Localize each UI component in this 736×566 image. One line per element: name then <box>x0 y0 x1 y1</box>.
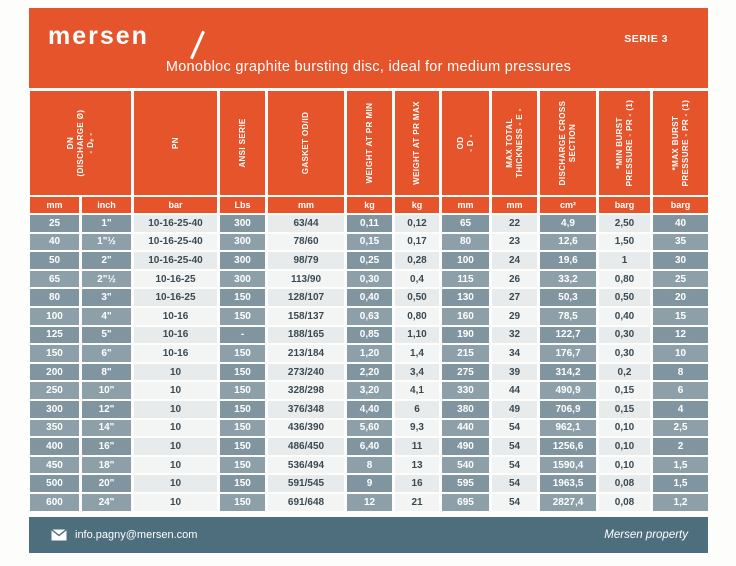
table-cell: 2"½ <box>82 271 131 288</box>
table-cell: 1,2 <box>653 494 708 511</box>
table-cell: 10-16-25 <box>134 271 217 288</box>
table-cell: 21 <box>395 494 439 511</box>
table-cell: 80 <box>30 289 79 306</box>
table-cell: 4" <box>82 308 131 325</box>
table-cell: 213/184 <box>268 345 344 362</box>
table-cell: 150 <box>220 475 265 492</box>
table-cell: 54 <box>492 475 537 492</box>
table-cell: 50 <box>30 252 79 269</box>
table-cell: 78,5 <box>540 308 596 325</box>
table-cell: 32 <box>492 327 537 344</box>
table-cell: 1,5 <box>653 475 708 492</box>
table-cell: 0,12 <box>395 215 439 232</box>
page-title: Monobloc graphite bursting disc, ideal for medium pressures <box>165 59 572 75</box>
table-row <box>30 420 708 437</box>
table-body <box>30 215 708 511</box>
table-cell: 536/494 <box>268 457 344 474</box>
units-row <box>30 197 708 213</box>
table-cell: 122,7 <box>540 327 596 344</box>
table-cell: 2827,4 <box>540 494 596 511</box>
header-banner <box>29 8 708 88</box>
table-cell: 591/545 <box>268 475 344 492</box>
table-cell: 0,30 <box>347 271 392 288</box>
table-cell: 450 <box>30 457 79 474</box>
table-cell: 65 <box>442 215 489 232</box>
table-cell: 6 <box>395 401 439 418</box>
table-cell: 54 <box>492 494 537 511</box>
table-cell: 2,20 <box>347 364 392 381</box>
table-cell: 24 <box>492 252 537 269</box>
table-cell: 10 <box>134 457 217 474</box>
table-cell: 24" <box>82 494 131 511</box>
table-row <box>30 457 708 474</box>
table-cell: 300 <box>220 215 265 232</box>
table-cell: 706,9 <box>540 401 596 418</box>
table-cell: 188/165 <box>268 327 344 344</box>
table-cell: 440 <box>442 420 489 437</box>
contact-email-link[interactable] <box>51 529 197 541</box>
table-cell: 26 <box>492 271 537 288</box>
table-cell: 54 <box>492 457 537 474</box>
table-cell: 300 <box>220 252 265 269</box>
table-cell: 8" <box>82 364 131 381</box>
table-row <box>30 234 708 251</box>
table-cell: 8 <box>347 457 392 474</box>
table-cell: 1,5 <box>653 457 708 474</box>
table-cell: 54 <box>492 420 537 437</box>
table-cell: 29 <box>492 308 537 325</box>
table-header <box>30 91 708 213</box>
unit-cell: barg <box>599 197 650 213</box>
table-cell: 113/90 <box>268 271 344 288</box>
table-cell: 176,7 <box>540 345 596 362</box>
table-cell: 1 <box>599 252 650 269</box>
table-cell: 34 <box>492 345 537 362</box>
table-row <box>30 308 708 325</box>
unit-cell: barg <box>653 197 708 213</box>
table-cell: 10" <box>82 382 131 399</box>
unit-cell: kg <box>347 197 392 213</box>
table-cell: 1963,5 <box>540 475 596 492</box>
table-cell: 12" <box>82 401 131 418</box>
table-row <box>30 345 708 362</box>
table-cell: 3" <box>82 289 131 306</box>
unit-cell: kg <box>395 197 439 213</box>
table-cell: 3,4 <box>395 364 439 381</box>
table-cell: 20" <box>82 475 131 492</box>
column-header: WEIGHT AT PR MIN <box>347 91 392 195</box>
table-cell: 0,08 <box>599 475 650 492</box>
table-cell: 25 <box>653 271 708 288</box>
table-row <box>30 289 708 306</box>
footer-bar <box>29 517 708 553</box>
table-cell: 0,50 <box>599 289 650 306</box>
serie-badge: SERIE 3 <box>624 33 668 45</box>
table-cell: 35 <box>653 234 708 251</box>
table-cell: 0,63 <box>347 308 392 325</box>
table-cell: 1,10 <box>395 327 439 344</box>
table-cell: 6" <box>82 345 131 362</box>
table-cell: 380 <box>442 401 489 418</box>
table-cell: 4 <box>653 401 708 418</box>
table-cell: 695 <box>442 494 489 511</box>
table-cell: 150 <box>220 401 265 418</box>
table-cell: 0,85 <box>347 327 392 344</box>
column-header: GASKET OD/ID <box>268 91 344 195</box>
table-cell: 150 <box>220 289 265 306</box>
table-cell: 540 <box>442 457 489 474</box>
envelope-icon <box>51 529 67 541</box>
column-header: WEIGHT AT PR MAX <box>395 91 439 195</box>
column-header: DN (DISCHARGE Ø) - Dₑ - <box>30 91 131 195</box>
unit-cell: mm <box>442 197 489 213</box>
table-cell: 150 <box>220 345 265 362</box>
table-cell: 4,40 <box>347 401 392 418</box>
logo-slash-mark <box>190 31 205 60</box>
table-cell: 16 <box>395 475 439 492</box>
table-cell: - <box>220 327 265 344</box>
table-cell: 273/240 <box>268 364 344 381</box>
table-cell: 12 <box>347 494 392 511</box>
table-cell: 10-16-25-40 <box>134 215 217 232</box>
table-cell: 16" <box>82 438 131 455</box>
table-cell: 10 <box>134 364 217 381</box>
table-cell: 54 <box>492 438 537 455</box>
table-cell: 1256,6 <box>540 438 596 455</box>
table-cell: 10-16-25-40 <box>134 252 217 269</box>
table-cell: 0,15 <box>599 382 650 399</box>
table-cell: 100 <box>442 252 489 269</box>
column-header: DISCHARGE CROSS SECTION <box>540 91 596 195</box>
table-cell: 4,9 <box>540 215 596 232</box>
unit-cell: mm <box>268 197 344 213</box>
table-cell: 150 <box>220 364 265 381</box>
table-cell: 63/44 <box>268 215 344 232</box>
table-cell: 9,3 <box>395 420 439 437</box>
table-cell: 0,28 <box>395 252 439 269</box>
table-cell: 10 <box>134 382 217 399</box>
table-cell: 150 <box>30 345 79 362</box>
table-cell: 125 <box>30 327 79 344</box>
table-cell: 0,11 <box>347 215 392 232</box>
table-cell: 10 <box>134 420 217 437</box>
table-cell: 158/137 <box>268 308 344 325</box>
table-cell: 5" <box>82 327 131 344</box>
table-cell: 0,80 <box>395 308 439 325</box>
unit-cell: mm <box>30 197 79 213</box>
table-cell: 150 <box>220 308 265 325</box>
table-cell: 1,50 <box>599 234 650 251</box>
contact-email-text: info.pagny@mersen.com <box>75 529 198 541</box>
table-cell: 600 <box>30 494 79 511</box>
table-cell: 12,6 <box>540 234 596 251</box>
table-cell: 150 <box>220 457 265 474</box>
table-cell: 44 <box>492 382 537 399</box>
mersen-logo <box>48 24 149 49</box>
table-cell: 490 <box>442 438 489 455</box>
table-cell: 40 <box>30 234 79 251</box>
table-cell: 1590,4 <box>540 457 596 474</box>
header-row <box>30 91 708 195</box>
table-cell: 10 <box>134 438 217 455</box>
table-cell: 19,6 <box>540 252 596 269</box>
table-cell: 10-16-25-40 <box>134 234 217 251</box>
table-cell: 10 <box>134 494 217 511</box>
column-header: ANSI SERIE <box>220 91 265 195</box>
table-cell: 5,60 <box>347 420 392 437</box>
column-header: OD - D - <box>442 91 489 195</box>
table-cell: 1" <box>82 215 131 232</box>
table-cell: 10 <box>134 475 217 492</box>
unit-cell: inch <box>82 197 131 213</box>
table-cell: 962,1 <box>540 420 596 437</box>
table-cell: 9 <box>347 475 392 492</box>
table-row <box>30 364 708 381</box>
table-cell: 150 <box>220 420 265 437</box>
table-cell: 22 <box>492 215 537 232</box>
unit-cell: mm <box>492 197 537 213</box>
table-cell: 128/107 <box>268 289 344 306</box>
table-cell: 1"½ <box>82 234 131 251</box>
table-cell: 20 <box>653 289 708 306</box>
table-cell: 400 <box>30 438 79 455</box>
table-cell: 18" <box>82 457 131 474</box>
table-cell: 10-16 <box>134 308 217 325</box>
bursting-disc-table <box>27 89 711 513</box>
table-cell: 0,2 <box>599 364 650 381</box>
table-cell: 275 <box>442 364 489 381</box>
table-cell: 0,10 <box>599 457 650 474</box>
table-row <box>30 327 708 344</box>
table-cell: 100 <box>30 308 79 325</box>
table-cell: 12 <box>653 327 708 344</box>
table-cell: 190 <box>442 327 489 344</box>
table-cell: 0,40 <box>347 289 392 306</box>
table-row <box>30 475 708 492</box>
table-cell: 8 <box>653 364 708 381</box>
table-cell: 376/348 <box>268 401 344 418</box>
table-cell: 6 <box>653 382 708 399</box>
table-cell: 23 <box>492 234 537 251</box>
table-row <box>30 382 708 399</box>
table-cell: 0,30 <box>599 345 650 362</box>
table-cell: 595 <box>442 475 489 492</box>
column-header: *MIN BURST PRESSURE - PR - (1) <box>599 91 650 195</box>
unit-cell: bar <box>134 197 217 213</box>
table-cell: 0,10 <box>599 420 650 437</box>
column-header: *MAX BURST PRESSURE - PR - (1) <box>653 91 708 195</box>
unit-cell: cm² <box>540 197 596 213</box>
table-cell: 436/390 <box>268 420 344 437</box>
table-cell: 490,9 <box>540 382 596 399</box>
table-cell: 215 <box>442 345 489 362</box>
table-cell: 0,10 <box>599 438 650 455</box>
table-cell: 150 <box>220 382 265 399</box>
table-cell: 6,40 <box>347 438 392 455</box>
table-row <box>30 271 708 288</box>
table-cell: 40 <box>653 215 708 232</box>
table-cell: 25 <box>30 215 79 232</box>
table-cell: 4,1 <box>395 382 439 399</box>
table-cell: 150 <box>220 438 265 455</box>
table-cell: 314,2 <box>540 364 596 381</box>
table-cell: 0,08 <box>599 494 650 511</box>
table-cell: 115 <box>442 271 489 288</box>
table-cell: 150 <box>220 494 265 511</box>
table-cell: 0,17 <box>395 234 439 251</box>
table-cell: 0,4 <box>395 271 439 288</box>
table-cell: 330 <box>442 382 489 399</box>
table-cell: 0,50 <box>395 289 439 306</box>
table-cell: 33,2 <box>540 271 596 288</box>
table-cell: 11 <box>395 438 439 455</box>
table-cell: 500 <box>30 475 79 492</box>
table-cell: 14" <box>82 420 131 437</box>
table-cell: 10-16 <box>134 345 217 362</box>
table-cell: 2" <box>82 252 131 269</box>
table-cell: 0,40 <box>599 308 650 325</box>
table-cell: 39 <box>492 364 537 381</box>
table-cell: 250 <box>30 382 79 399</box>
table-cell: 0,15 <box>347 234 392 251</box>
table-cell: 0,25 <box>347 252 392 269</box>
table-cell: 130 <box>442 289 489 306</box>
table-cell: 10-16-25 <box>134 289 217 306</box>
column-header: PN <box>134 91 217 195</box>
table-cell: 65 <box>30 271 79 288</box>
table-cell: 0,15 <box>599 401 650 418</box>
table-row <box>30 438 708 455</box>
table-cell: 27 <box>492 289 537 306</box>
unit-cell: Lbs <box>220 197 265 213</box>
table-row <box>30 401 708 418</box>
table-cell: 200 <box>30 364 79 381</box>
table-row <box>30 494 708 511</box>
table-cell: 98/79 <box>268 252 344 269</box>
table-cell: 1,4 <box>395 345 439 362</box>
table-cell: 49 <box>492 401 537 418</box>
table-row <box>30 215 708 232</box>
table-cell: 3,20 <box>347 382 392 399</box>
table-cell: 30 <box>653 252 708 269</box>
table-cell: 350 <box>30 420 79 437</box>
table-cell: 50,3 <box>540 289 596 306</box>
table-cell: 78/60 <box>268 234 344 251</box>
table-cell: 328/298 <box>268 382 344 399</box>
column-header: MAX TOTAL THICKNESS - E - <box>492 91 537 195</box>
table-row <box>30 252 708 269</box>
table-cell: 10 <box>134 401 217 418</box>
table-cell: 13 <box>395 457 439 474</box>
table-cell: 160 <box>442 308 489 325</box>
table-cell: 300 <box>30 401 79 418</box>
property-label: Mersen property <box>604 529 688 541</box>
table-cell: 2,5 <box>653 420 708 437</box>
table-cell: 15 <box>653 308 708 325</box>
mersen-logo-text: mersen <box>48 22 149 50</box>
table-cell: 1,20 <box>347 345 392 362</box>
table-cell: 80 <box>442 234 489 251</box>
table-cell: 0,80 <box>599 271 650 288</box>
table-cell: 300 <box>220 234 265 251</box>
table-cell: 691/648 <box>268 494 344 511</box>
table-cell: 10-16 <box>134 327 217 344</box>
table-cell: 0,30 <box>599 327 650 344</box>
table-cell: 300 <box>220 271 265 288</box>
table-cell: 2,50 <box>599 215 650 232</box>
table-cell: 486/450 <box>268 438 344 455</box>
table-cell: 10 <box>653 345 708 362</box>
table-cell: 2 <box>653 438 708 455</box>
